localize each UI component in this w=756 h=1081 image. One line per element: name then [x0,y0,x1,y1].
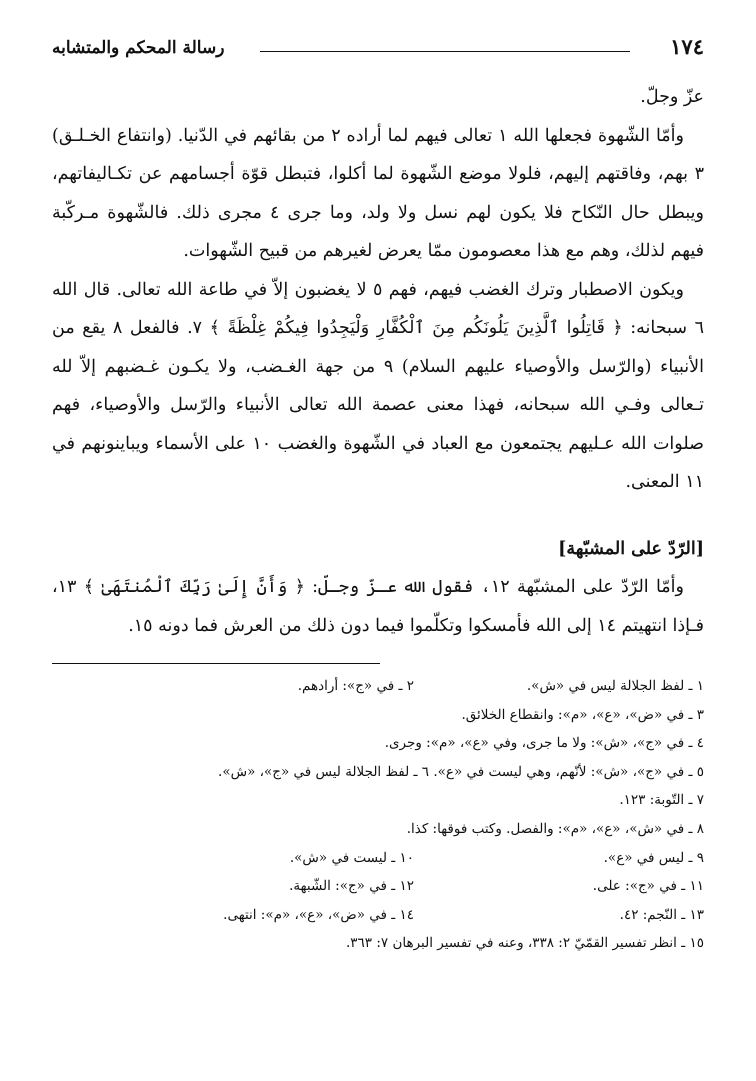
main-text [52,78,704,645]
footnote-separator [52,663,380,664]
footnote-13: ١٣ ـ النّجم: ٤٢. [619,906,704,923]
footnote-9: ٩ ـ ليس في «ع». [603,849,704,866]
section-heading: [الرّدّ على المشبّهة] [558,538,704,559]
footnote-14: ١٤ ـ في «ض»، «ع»، «م»: انتهى. [223,906,414,923]
footnote-row [52,844,704,873]
footnote-4: ٤ ـ في «ج»، «ش»: ولا ما جرى، وفي «ع»، «م»: وجرى. [384,735,704,752]
footnote-row [52,901,704,930]
page-number: ١٧٤ [670,34,704,59]
book-page [52,26,704,958]
footnote-12: ١٢ ـ في «ج»: الشّبهة. [289,878,414,895]
running-header [52,26,704,60]
footnote-10: ١٠ ـ ليست في «ش». [289,849,414,866]
footnote-row [52,672,704,701]
paragraph-2: وأمّا الشّهوة فجعلها الله ١ تعالى فيهم لما أراده ٢ من بقائهم في الدّنيا. (وانتفاع الخـلـق) ٣ بهم، وفاقتهم إليهم، فلولا موضع الشّهوة لما أكلوا، فتبطل قوّة أجسامهم عن تكـاليفاتهم، ويبطل حال النّكاح فلا يكون لهم نسل ولا ولد، وما جرى ٤ مجرى ذلك. فالشّهوة مـركّبة فيهم لذلك، وهم مع هذا معصومون ممّا يعرض لغيرهم من قبيح الشّهوات. [52,125,704,261]
footnotes [52,672,704,958]
footnote-11: ١١ ـ في «ج»: على. [592,878,704,895]
footnote-7: ٧ ـ التّوبة: ١٢٣. [619,792,704,809]
running-title: رسالة المحكم والمتشابه [52,38,225,58]
footnote-row [52,872,704,901]
section-paragraph: وأمّا الرّدّ على المشبّهة ١٢، فقول الله عـزّ وجـلّ: ﴿ وَأَنَّ إِلَىٰ رَبِّكَ ٱلْمُنتَهَىٰ ﴾ ١٣، فـإذا انتهيتم ١٤ إلى الله فأمسكوا وتكلّموا فيما دون ذلك من العرش فما دونه ١٥. [52,577,704,636]
header-rule [260,51,630,52]
footnote-1: ١ ـ لفظ الجلالة ليس في «ش». [526,678,704,694]
footnote-15: ١٥ ـ انظر تفسير القمّيّ ٢: ٣٣٨، وعنه في تفسير البرهان ٧: ٣٦٣. [345,935,704,952]
footnote-3: ٣ ـ في «ض»، «ع»، «م»: وانقطاع الخلائق. [461,706,704,723]
paragraph-3: ويكون الاصطبار وترك الغضب فيهم، فهم ٥ لا يغضبون إلاّ في طاعة الله تعالى. قال الله ٦ سبحانه: ﴿ قَاتِلُوا ٱلَّذِينَ يَلُونَكُم مِنَ ٱلْكُفَّارِ وَلْيَجِدُوا فِيكُمْ غِلْظَةً ﴾ ٧. فالفعل ٨ يقع من الأنبياء (والرّسل والأوصياء عليهم السلام) ٩ من جهة الغـضب، ولا يكـون غـضبهم إلاّ لله تـعالى وفـي الله سبحانه، فهذا معنى عصمة الله تعالى الأنبياء والرّسل والأوصياء، فهم صلوات الله عـليهم يجتمعون مع العباد في الشّهوة والغضب ١٠ على الأسماء ويباينونهم في ١١ المعنى. [52,279,704,492]
footnote-separator-wrap [52,645,704,664]
footnote-5-6: ٥ ـ في «ج»، «ش»: لأنّهم، وهي ليست في «ع». ٦ ـ لفظ الجلالة ليس في «ج»، «ش». [218,763,704,780]
paragraph-1: عزّ وجلّ. [640,87,704,107]
footnote-2: ٢ ـ في «ج»: أرادهم. [297,678,414,694]
footnote-8: ٨ ـ في «ش»، «ع»، «م»: والفصل. وكتب فوقها: كذا. [406,820,704,837]
